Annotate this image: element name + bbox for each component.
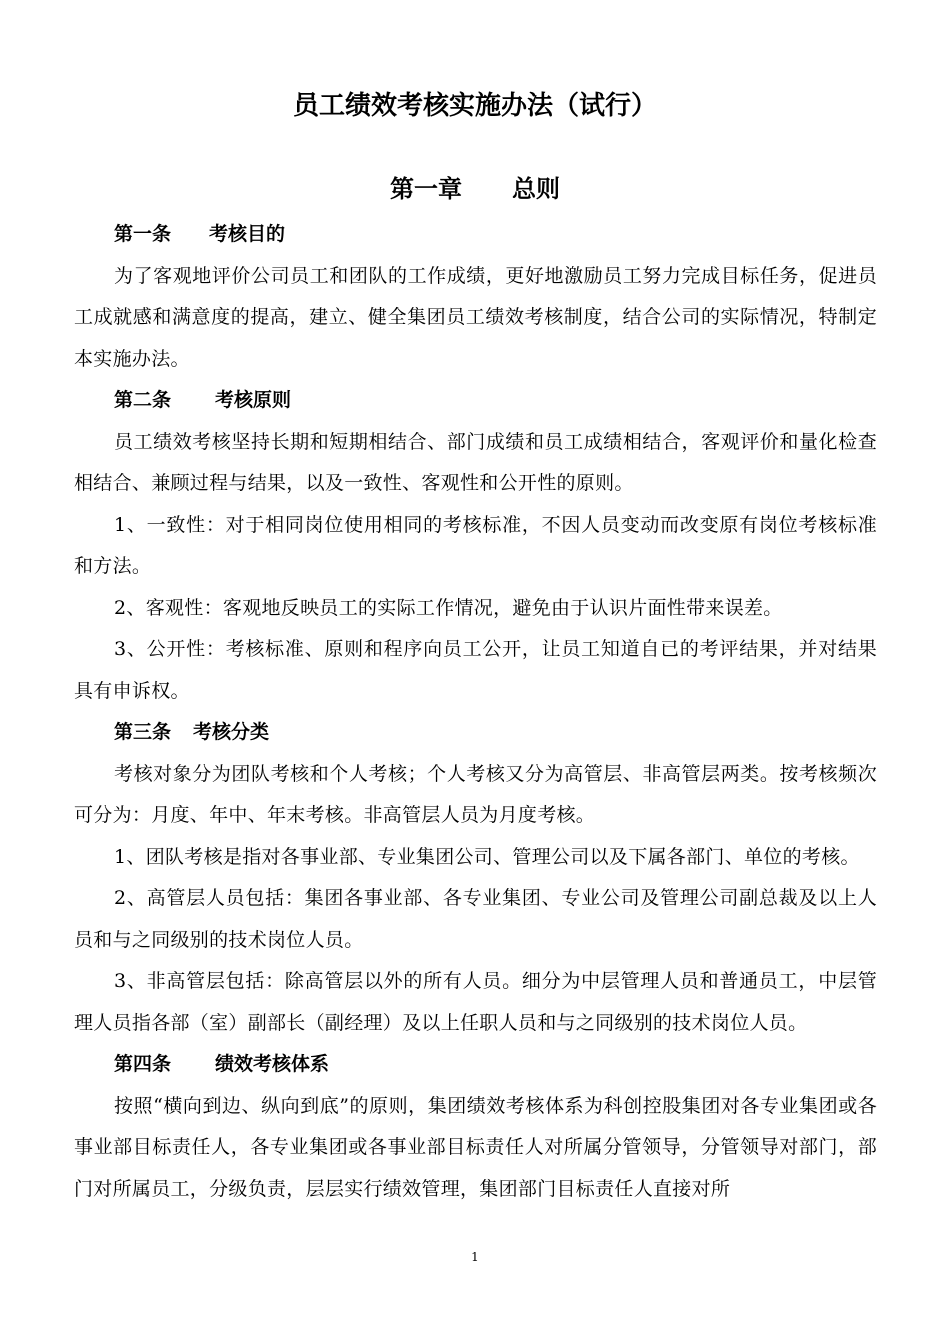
paragraph: 2、客观性：客观地反映员工的实际工作情况，避免由于认识片面性带来误差。 <box>114 596 783 619</box>
article-number: 第四条 <box>114 1053 172 1075</box>
article-number: 第二条 <box>114 389 172 411</box>
article-title: 考核原则 <box>215 389 292 411</box>
article-number: 第一条 <box>114 223 172 245</box>
article-heading <box>74 214 877 256</box>
article-title: 绩效考核体系 <box>215 1053 330 1075</box>
paragraph: 按照“横向到边、纵向到底”的原则，集团绩效考核体系为科创控股集团对各专业集团或各事业部目标责任人，各专业集团或各事业部目标责任人对所属分管领导，分管领导对部门，部门对所属员工，分级负责，层层实行绩效管理，集团部门目标责任人直接对所 <box>74 1094 877 1200</box>
paragraph: 1、团队考核是指对各事业部、专业集团公司、管理公司以及下属各部门、单位的考核。 <box>114 845 860 868</box>
page-number: 1 <box>471 1250 479 1264</box>
paragraph: 为了客观地评价公司员工和团队的工作成绩，更好地激励员工努力完成目标任务，促进员工成就感和满意度的提高，建立、健全集团员工绩效考核制度，结合公司的实际情况，特制定本实施办法。 <box>74 264 877 370</box>
chapter-heading <box>0 170 950 208</box>
chapter-name: 总则 <box>512 175 560 203</box>
article-heading <box>74 380 877 422</box>
article-title: 考核分类 <box>193 721 270 743</box>
article-title: 考核目的 <box>209 223 286 245</box>
paragraph: 3、公开性：考核标准、原则和程序向员工公开，让员工知道自已的考评结果，并对结果具有申诉权。 <box>74 638 877 702</box>
paragraph: 2、高管层人员包括：集团各事业部、各专业集团、专业公司及管理公司副总裁及以上人员和与之同级别的技术岗位人员。 <box>74 887 877 951</box>
paragraph: 员工绩效考核坚持长期和短期相结合、部门成绩和员工成绩相结合，客观评价和量化检查相结合、兼顾过程与结果，以及一致性、客观性和公开性的原则。 <box>74 430 877 494</box>
document-body <box>74 214 877 1210</box>
chapter-number: 第一章 <box>390 175 462 203</box>
article-number: 第三条 <box>114 721 172 743</box>
document-title: 员工绩效考核实施办法（试行） <box>292 91 657 121</box>
paragraph: 1、一致性：对于相同岗位使用相同的考核标准，不因人员变动而改变原有岗位考核标准和方法。 <box>74 513 877 577</box>
paragraph: 3、非高管层包括：除高管层以外的所有人员。细分为中层管理人员和普通员工，中层管理人员指各部（室）副部长（副经理）及以上任职人员和与之同级别的技术岗位人员。 <box>74 970 877 1034</box>
paragraph: 考核对象分为团队考核和个人考核；个人考核又分为高管层、非高管层两类。按考核频次可分为：月度、年中、年末考核。非高管层人员为月度考核。 <box>74 762 877 826</box>
article-heading <box>74 712 877 754</box>
article-heading <box>74 1044 877 1086</box>
